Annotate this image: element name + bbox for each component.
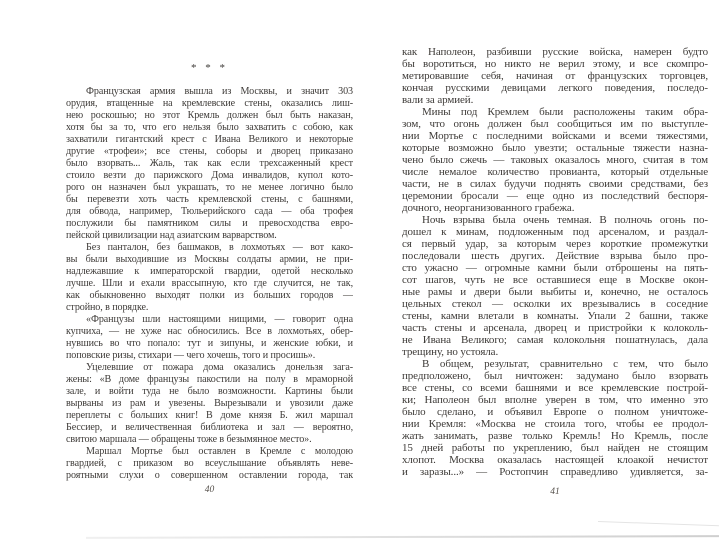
section-separator: * * * — [191, 62, 228, 74]
text-line: Французская армия вышла из Москвы, и значит 303 — [86, 86, 353, 97]
text-line: дочного, неорганизованного грабежа. — [402, 202, 575, 214]
text-line: орудия, втащенные на кремлевские стены, оказались лиш- — [66, 98, 353, 109]
text-line: поповские ризы, стихари — чего хочешь, того и просишь». — [66, 350, 316, 361]
text-line: послужили бы памятником силы и превосходства евро- — [66, 218, 353, 229]
text-line: «Французы шли настоящими нищими, — говорит одна — [86, 314, 353, 325]
text-line: стены, камни влетали в комнаты. Упали 2 башни, также — [402, 310, 708, 322]
text-line: Без панталон, без башмаков, в лохмотьях — вот како- — [86, 242, 353, 253]
text-line: последовали шесть других. Действие взрыва было про- — [402, 250, 708, 262]
text-line: не Ивана Великого; самая колокольня пошатнулась, дала — [402, 334, 708, 346]
text-line: хлопот. Москва оказалась настоящей клоакой нечистот — [402, 454, 708, 466]
text-line: захватили гигантский крест с Ивана Великого и некоторые — [66, 134, 353, 145]
page-number-left: 40 — [204, 485, 215, 495]
text-line: часть стены и арсенала, дворец и пристройки к колоколь- — [402, 322, 708, 334]
text-line: сот шагов, чуть не все оставшиеся еще в Москве окон- — [402, 274, 708, 286]
text-line: вали за армией. — [402, 94, 474, 106]
page-number-right: 41 — [550, 487, 560, 497]
text-line: части, не в силах будучи поднять своими средствами, без — [402, 178, 708, 190]
text-line: стройно, в порядке. — [66, 302, 149, 313]
text-line: бы воротиться, но никто не верил этому, и все скомпро- — [402, 58, 708, 70]
page-corner-edge — [598, 521, 719, 526]
text-line: нии Кремля: «Москва не стоила того, чтобы ее продол- — [402, 418, 708, 430]
text-line: Мины под Кремлем были расположены таким обра- — [422, 106, 708, 118]
text-line: предположено, был ничтожен: задумано было взорвать — [402, 370, 708, 382]
text-line: дошел к минам, подложенным под арсеналом, и раздал- — [402, 226, 708, 238]
text-line: числе немалое количество провианта, который отдельные — [402, 166, 708, 178]
text-line: для обвода, например, Тюльерийского сада — оба трофея — [66, 206, 353, 217]
page-text-lines — [402, 46, 708, 478]
text-line: хотя бы за то, что его нельзя было захватить с собою, как — [66, 122, 353, 133]
text-line: и заразы...» — Ростопчин справедливо удивляется, за- — [402, 466, 708, 478]
text-line: трещину, но устояла. — [402, 346, 499, 358]
text-line: гвардией, с приказом во всеуслышание объявлять неве- — [66, 458, 353, 469]
text-line: вы были выходившие из Москвы солдаты армии, не при- — [66, 254, 353, 265]
text-line: вырваны из рам и увезены. Вырезывали и увозили даже — [66, 398, 353, 409]
text-line: Ночь взрыва была очень темная. В полночь огонь по- — [422, 214, 708, 226]
text-line: стоило везти до парижского Дома инвалидов, купол кото- — [66, 170, 353, 181]
text-line: В общем, результат, сравнительно с тем, что было — [422, 358, 708, 370]
book-page-left — [66, 58, 353, 482]
text-line: лучше. Шли и ехали врассыпную, кто где случится, не так, — [66, 278, 353, 289]
text-line: надлежавшие к императорской гвардии, одетой несколько — [66, 266, 353, 277]
text-line: метировавшие себя, начиная от французских торговцев, — [402, 70, 708, 82]
text-line: кончая русскими девицами легкого поведения, последо- — [402, 82, 708, 94]
text-line: чено было сжечь — таковых оказалось много, считая в том — [402, 154, 708, 166]
text-line: ся первый удар, за которым через короткие промежутки — [402, 238, 708, 250]
text-line: переплеты с больших книг! В доме князя Б. жил маршал — [66, 410, 353, 421]
text-line: все стены, со всеми башнями и все кремлевские построй- — [402, 382, 708, 394]
text-line: нии Мортье с последними войсками и всеми тяжестями, — [402, 130, 708, 142]
text-line: как Наполеон, разбивши русские войска, намерен будто — [402, 46, 708, 58]
text-line: Маршал Мортье был оставлен в Кремле с молодою — [86, 446, 353, 457]
text-line: жены: «В доме французы пакостили на полу в мраморной — [66, 374, 353, 385]
text-line: нувшись во что попало: тут и зипуны, и женские юбки, и — [66, 338, 353, 349]
text-line: ные рамы и двери были выбиты и, конечно, не осталось — [402, 286, 708, 298]
text-line: было сделано, и объявил Европе о полном уничтоже- — [402, 406, 708, 418]
text-line: пейской цивилизации над азиатским варварством. — [66, 230, 277, 241]
text-line: Уцелевшие от пожара дома оказались донельзя зага- — [86, 362, 353, 373]
text-line: было взорвать... Жаль, так как если трехсаженный крест — [66, 158, 353, 169]
text-line: церемонии бросали — еще одно из последствий беспоря- — [402, 190, 708, 202]
text-line: 15 дней работы по укреплению, был найден не стоящим — [402, 442, 708, 454]
text-line: цельных стекол — осколки их врезывались в соседние — [402, 298, 708, 310]
page-text-lines — [66, 86, 353, 482]
text-line: другие «трофеи»; все стены, соборы и дворец приказано — [66, 146, 353, 157]
text-line: зале, и войти туда не было возможности. Картины были — [66, 386, 353, 397]
text-line: сто ужасно — огромные камни были отброшены на пять- — [402, 262, 708, 274]
book-page-right — [402, 46, 708, 478]
text-line: жать занимать, разве только Кремль! Но Кремль, после — [402, 430, 708, 442]
text-line: свитою маршала — обращены тоже в безымянное место». — [66, 434, 312, 445]
text-line: купчиха, — не хуже нас обносились. Все в лохмотьях, обер- — [66, 326, 353, 337]
page-bottom-edge — [86, 535, 719, 539]
text-line: которые возможно было увезти; остальные тяжести назна- — [402, 142, 708, 154]
text-line: как обыкновенно выходят полки из больших городов — — [66, 290, 353, 301]
text-line: роятными слухи о совершенном оставлении города, так — [66, 470, 353, 481]
text-line: ки; Наполеон был вполне уверен в том, что именно это — [402, 394, 708, 406]
text-line: рого он назначен был украшать, то не менее логично было — [66, 182, 353, 193]
text-line: Бессиер, и величественная библиотека и зал — вероятно, — [66, 422, 353, 433]
text-line: бы перевезти хоть часть кремлевской стены, с башнями, — [66, 194, 353, 205]
text-line: нею роскошью; но этот Кремль должен был быть наказан, — [66, 110, 353, 121]
text-line: зом, что огонь должен был сообщиться им по выступле- — [402, 118, 708, 130]
